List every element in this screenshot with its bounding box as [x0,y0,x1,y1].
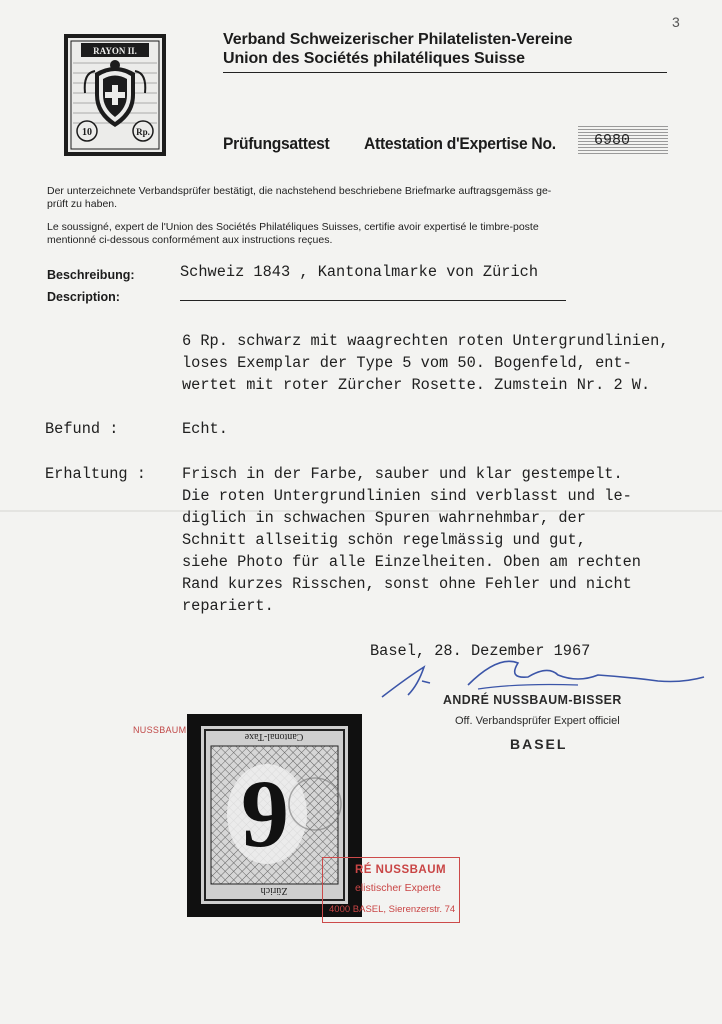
stamp-bottom-text: Zürich [260,885,288,896]
intro-fr-line1: Le soussigné, expert de l'Union des Sociétés Philatéliques Suisses, certifie avoir expertisé le timbre-poste [47,221,539,233]
certificate-number: 6980 [594,132,631,149]
signer-city: BASEL [510,736,568,752]
expert-handstamp [322,857,460,923]
description-title: Schweiz 1843 , Kantonalmarke von Zürich [180,263,539,281]
red-name-mark: NUSSBAUM [133,725,187,735]
erhaltung-line-4: Schnitt allseitig schön regelmässig und gut, [182,531,586,549]
description-line-1: 6 Rp. schwarz mit waagrechten roten Untergrundlinien, [182,332,669,350]
place-date: Basel, 28. Dezember 1967 [370,642,591,660]
header-rule [223,72,667,73]
intro-de-line1: Der unterzeichnete Verbandsprüfer bestätigt, die nachstehend beschriebene Briefmarke auftragsgemäss ge- [47,185,552,197]
rayon-stamp-logo-art [63,33,167,157]
association-name-fr: Union des Sociétés philatéliques Suisse [223,50,525,67]
certificate-number-box [578,124,668,156]
erhaltung-line-6: Rand kurzes Risschen, sonst ohne Fehler und nicht [182,575,632,593]
erhaltung-line-7: repariert. [182,597,274,615]
rayon-stamp-logo [63,33,167,157]
erhaltung-label: Erhaltung : [45,465,146,483]
erhaltung-line-3: diglich in schwachen Spuren wahrnehmbar, der [182,509,586,527]
logo-value-right: Rp. [136,127,150,137]
title-de: Prüfungsattest [223,134,330,153]
logo-value-left: 10 [82,127,92,138]
page-number: 3 [672,14,680,30]
handstamp-line-3: 4000 BASEL, Sierenzerstr. 74 [329,904,456,915]
association-name-de: Verband Schweizerischer Philatelisten-Vereine [223,31,573,48]
erhaltung-line-2: Die roten Untergrundlinien sind verblasst und le- [182,487,632,505]
erhaltung-line-1: Frisch in der Farbe, sauber und klar gestempelt. [182,465,623,483]
handstamp-line-1: RÉ NUSSBAUM [355,864,447,876]
description-rule [180,300,566,301]
intro-fr-line2: mentionné ci-dessous conformément aux instructions reçues. [47,234,333,246]
title-fr: Attestation d'Expertise No. [364,134,556,153]
description-label-de: Beschreibung: [47,268,135,282]
befund-label: Befund : [45,420,119,438]
befund-value: Echt. [182,420,228,438]
description-line-3: wertet mit roter Zürcher Rosette. Zumstein Nr. 2 W. [182,376,651,394]
signer-role: Off. Verbandsprüfer Expert officiel [455,715,620,727]
signer-name: ANDRÉ NUSSBAUM-BISSER [443,692,622,707]
description-label-fr: Description: [47,290,120,304]
logo-banner-text: RAYON II. [93,46,137,56]
intro-de-line2: prüft zu haben. [47,198,118,210]
handstamp-line-2: elistischer Experte [355,882,441,894]
stamp-numeral: 9 [241,760,289,867]
description-line-2: loses Exemplar der Type 5 vom 50. Bogenfeld, ent- [182,354,632,372]
stamp-top-text: Cantonal-Taxe [244,731,304,742]
erhaltung-line-5: siehe Photo für alle Einzelheiten. Oben am rechten [182,553,641,571]
